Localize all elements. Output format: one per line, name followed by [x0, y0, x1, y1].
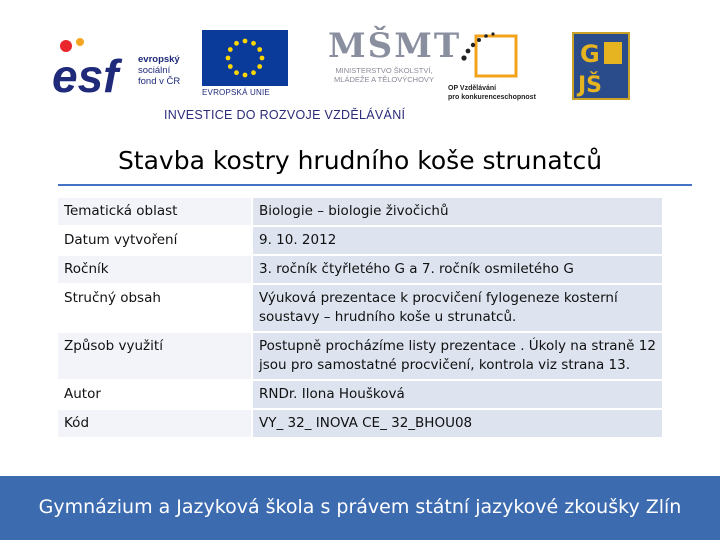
op-vk-mark-icon	[442, 28, 546, 84]
op-vk-line1: OP Vzdělávání	[448, 85, 497, 92]
table-row	[58, 332, 662, 380]
title-divider	[58, 184, 692, 186]
row-value: VY_ 32_ INOVA CE_ 32_BHOU08	[252, 409, 662, 438]
msmt-line2: MLÁDEŽE A TĚLOVÝCHOVY	[334, 75, 434, 84]
row-value: 3. ročník čtyřletého G a 7. ročník osmiletého G	[252, 255, 662, 284]
msmt-logo	[328, 26, 462, 104]
msmt-mark: MŠMT	[328, 26, 462, 66]
table-row	[58, 409, 662, 438]
table-row	[58, 380, 662, 409]
esf-logo	[52, 28, 192, 100]
footer-bar	[0, 476, 720, 540]
table-row	[58, 226, 662, 255]
op-vk-logo	[442, 28, 546, 106]
row-label: Stručný obsah	[58, 284, 252, 332]
esf-line1: evropský	[138, 54, 180, 65]
row-label: Způsob využití	[58, 332, 252, 380]
eu-logo	[202, 30, 288, 100]
row-label: Datum vytvoření	[58, 226, 252, 255]
page-title: Stavba kostry hrudního koše strunatců	[117, 146, 603, 175]
row-value: Postupně procházíme listy prezentace . Úkoly na straně 12 jsou pro samostatné procvičení, kontrola viz strana 13.	[252, 332, 662, 380]
logo-strip	[40, 22, 680, 132]
row-label: Ročník	[58, 255, 252, 284]
footer-school-name: Gymnázium a Jazyková škola s právem státní jazykové zkoušky Zlín	[38, 496, 682, 518]
esf-line3: fond v ČR	[138, 76, 181, 87]
row-label: Autor	[58, 380, 252, 409]
svg-text:G: G	[580, 40, 600, 68]
investice-tagline: INVESTICE DO ROZVOJE VZDĚLÁVÁNÍ	[164, 108, 406, 122]
esf-line2: sociální	[138, 65, 171, 76]
gjs-logo	[572, 32, 630, 100]
eu-caption: EVROPSKÁ UNIE	[202, 88, 270, 97]
row-value: 9. 10. 2012	[252, 226, 662, 255]
row-value: Výuková prezentace k procvičení fylogeneze kosterní soustavy – hrudního koše u strunatců.	[252, 284, 662, 332]
eu-flag-icon	[202, 30, 288, 86]
table-row	[58, 284, 662, 332]
esf-text	[138, 54, 180, 87]
row-label: Kód	[58, 409, 252, 438]
metadata-table	[58, 196, 662, 439]
op-vk-line2: pro konkurenceschopnost	[448, 94, 536, 101]
msmt-line1: MINISTERSTVO ŠKOLSTVÍ,	[335, 66, 433, 75]
table-row	[58, 197, 662, 226]
svg-text:esf: esf	[52, 50, 119, 98]
row-label: Tematická oblast	[58, 197, 252, 226]
row-value: RNDr. Ilona Houšková	[252, 380, 662, 409]
row-value: Biologie – biologie živočichů	[252, 197, 662, 226]
op-vk-caption	[448, 84, 536, 102]
table-row	[58, 255, 662, 284]
svg-text:JŠ: JŠ	[578, 73, 603, 98]
esf-mark-icon	[52, 36, 134, 98]
